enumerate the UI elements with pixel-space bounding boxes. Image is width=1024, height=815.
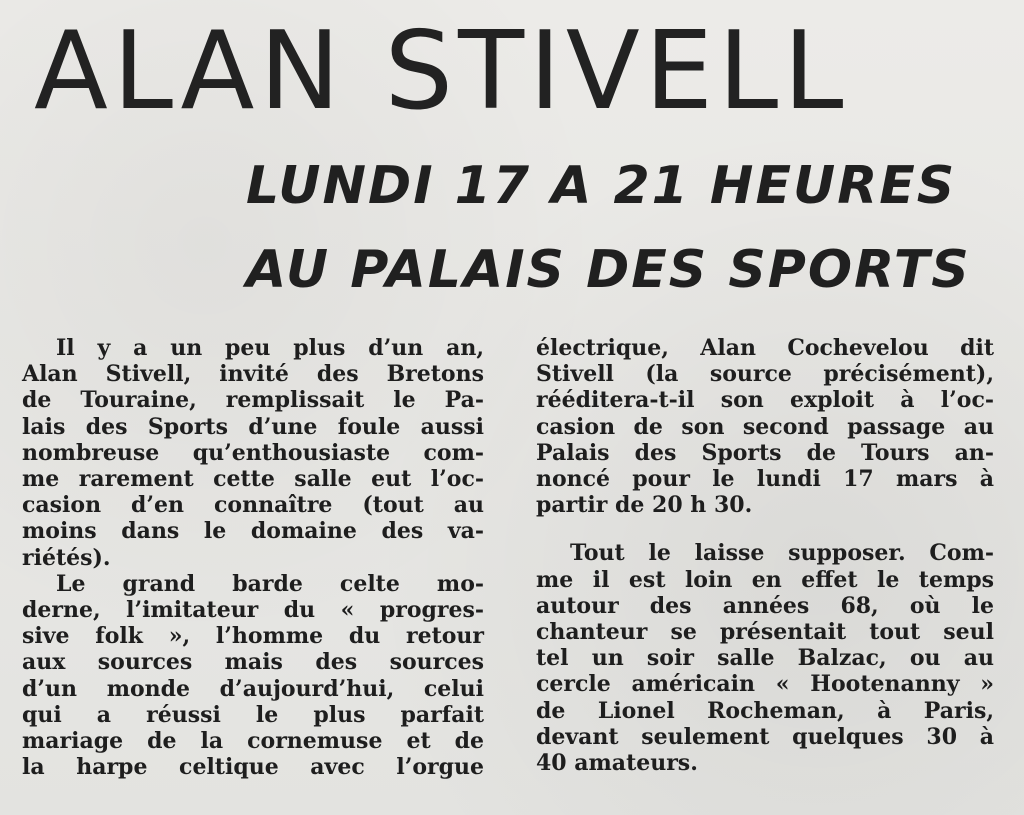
subheadline-venue: AU PALAIS DES SPORTS: [246, 240, 971, 300]
text-line: qui a réussi le plus parfait: [22, 701, 484, 728]
text-line: aux sources mais des sources: [22, 649, 484, 676]
text-line: lais des Sports d’une foule aussi: [22, 413, 484, 440]
text-line: d’un monde d’aujourd’hui, celui: [22, 675, 484, 702]
text-line: moins dans le domaine des va-: [22, 518, 484, 545]
text-line: Il y a un peu plus d’un an,: [56, 335, 484, 361]
article-column-right: [536, 335, 994, 776]
paragraph-gap: [536, 518, 994, 540]
text-line: 40 amateurs.: [536, 750, 698, 777]
text-line: autour des années 68, où le: [536, 592, 994, 619]
text-line: de Lionel Rocheman, à Paris,: [536, 697, 994, 724]
text-line: mariage de la cornemuse et de: [22, 728, 484, 755]
text-line: Palais des Sports de Tours an-: [536, 439, 994, 466]
headline: ALAN STIVELL: [34, 9, 849, 134]
text-line: Stivell (la source précisément),: [536, 361, 994, 388]
text-line: casion de son second passage au: [536, 413, 994, 440]
text-line: cercle américain « Hootenanny »: [536, 671, 994, 698]
text-line: devant seulement quelques 30 à: [536, 723, 994, 750]
text-line: tel un soir salle Balzac, ou au: [536, 645, 994, 672]
text-line: me il est loin en effet le temps: [536, 566, 994, 593]
text-line: Le grand barde celte mo-: [56, 570, 484, 597]
text-line: électrique, Alan Cochevelou dit: [536, 335, 994, 361]
text-line: riétés).: [22, 544, 111, 571]
text-line: rééditera-t-il son exploit à l’oc-: [536, 387, 994, 414]
text-line: sive folk », l’homme du retour: [22, 623, 484, 650]
text-line: la harpe celtique avec l’orgue: [22, 754, 484, 781]
text-line: noncé pour le lundi 17 mars à: [536, 466, 994, 493]
text-line: me rarement cette salle eut l’oc-: [22, 466, 484, 493]
text-line: nombreuse qu’enthousiaste com-: [22, 439, 484, 466]
text-line: partir de 20 h 30.: [536, 492, 753, 519]
text-line: de Touraine, remplissait le Pa-: [22, 387, 484, 414]
article-column-left: [22, 335, 484, 780]
text-line: chanteur se présentait tout seul: [536, 619, 994, 646]
text-line: Alan Stivell, invité des Bretons: [22, 361, 484, 388]
text-line: Tout le laisse supposer. Com-: [570, 540, 994, 567]
text-line: derne, l’imitateur du « progres-: [22, 597, 484, 624]
text-line: casion d’en connaître (tout au: [22, 492, 484, 519]
subheadline-date: LUNDI 17 A 21 HEURES: [246, 156, 957, 216]
